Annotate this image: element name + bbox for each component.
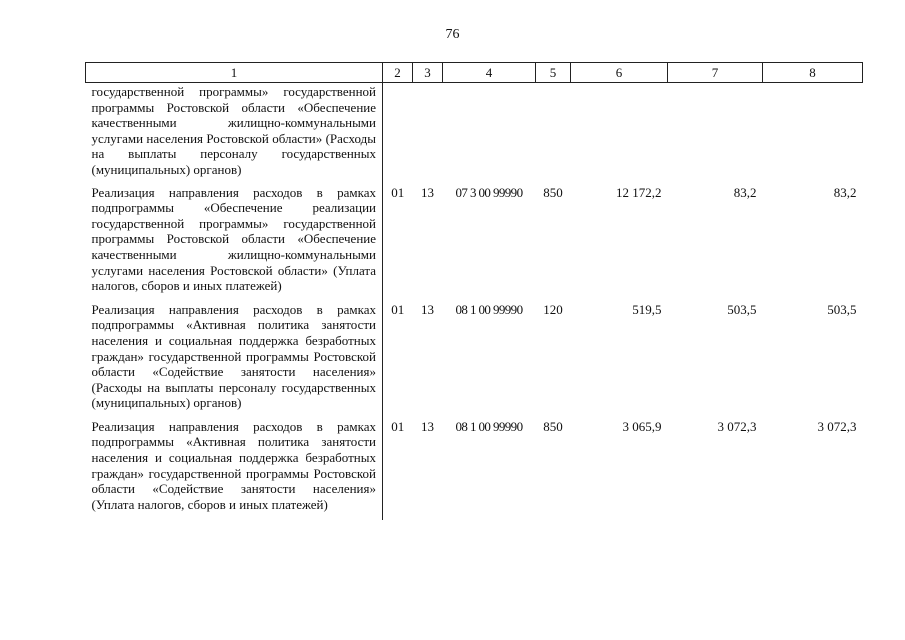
- row-amount-col7: [668, 83, 763, 185]
- row-target-article: 08 1 00 99990: [455, 301, 523, 317]
- row-amount-col8: 3 072,3: [817, 418, 857, 434]
- budget-table: [85, 62, 863, 520]
- header-col-2: 2: [383, 63, 413, 83]
- row-section: [383, 83, 413, 185]
- row-subsection: 13: [421, 301, 434, 317]
- row-amount-col7: 83,2: [733, 184, 757, 200]
- row-amount-col6: 519,5: [632, 301, 662, 317]
- row-amount-col8: 83,2: [833, 184, 857, 200]
- table-row: [86, 83, 863, 185]
- row-expense-type: 850: [543, 418, 563, 434]
- row-amount-col8: 503,5: [827, 301, 857, 317]
- row-expense-type: 120: [543, 301, 563, 317]
- header-col-1: 1: [86, 63, 383, 83]
- table-row: [86, 419, 863, 521]
- header-col-6: 6: [571, 63, 668, 83]
- header-col-7: 7: [668, 63, 763, 83]
- header-col-5: 5: [536, 63, 571, 83]
- row-amount-col6: [571, 83, 668, 185]
- row-amount-col6: 3 065,9: [622, 418, 662, 434]
- header-col-3: 3: [413, 63, 443, 83]
- table-row: [86, 302, 863, 419]
- page-number: 76: [445, 27, 460, 42]
- row-subsection: 13: [421, 418, 434, 434]
- row-target-article: [443, 83, 536, 185]
- table-body: [86, 83, 863, 521]
- header-col-4: 4: [443, 63, 536, 83]
- row-section: 01: [391, 184, 405, 200]
- row-target-article: 08 1 00 99990: [455, 418, 523, 434]
- row-amount-col6: 12 172,2: [616, 184, 662, 200]
- row-amount-col7: 3 072,3: [717, 418, 757, 434]
- row-description: Реализация направления расходов в рамках подпрограммы «Активная политика занятости населения и социальная поддержка безработных граждан» государственной программы Ростовской области «Содействие занятости населения» (Уплата налогов, сборов и иных платежей): [86, 419, 383, 521]
- row-amount-col7: 503,5: [727, 301, 757, 317]
- row-section: 01: [391, 301, 405, 317]
- row-description: Реализация направления расходов в рамках подпрограммы «Активная политика занятости населения и социальная поддержка безработных граждан» государственной программы Ростовской области «Содействие занятости населения» (Расходы на выплаты персоналу государственных (муниципальных) органов): [86, 302, 383, 419]
- table-row: [86, 185, 863, 302]
- header-col-8: 8: [763, 63, 863, 83]
- row-target-article: 07 3 00 99990: [455, 184, 523, 200]
- row-expense-type: [536, 83, 571, 185]
- row-subsection: 13: [421, 184, 434, 200]
- row-section: 01: [391, 418, 405, 434]
- row-description: государственной программы» государственной программы Ростовской области «Обеспечение качественными жилищно-коммунальными услугами населения Ростовской области» (Расходы на выплаты персоналу государственных (муниципальных) органов): [86, 83, 383, 185]
- row-expense-type: 850: [543, 184, 563, 200]
- row-description: Реализация направления расходов в рамках подпрограммы «Обеспечение реализации государственной программы» государственной программы Ростовской области «Обеспечение качественными жилищно-коммунальными услугами населения Ростовской области» (Уплата налогов, сборов и иных платежей): [86, 185, 383, 302]
- row-amount-col8: [763, 83, 863, 185]
- row-subsection: [413, 83, 443, 185]
- table-header: [86, 63, 863, 83]
- table-header-row: [86, 63, 863, 83]
